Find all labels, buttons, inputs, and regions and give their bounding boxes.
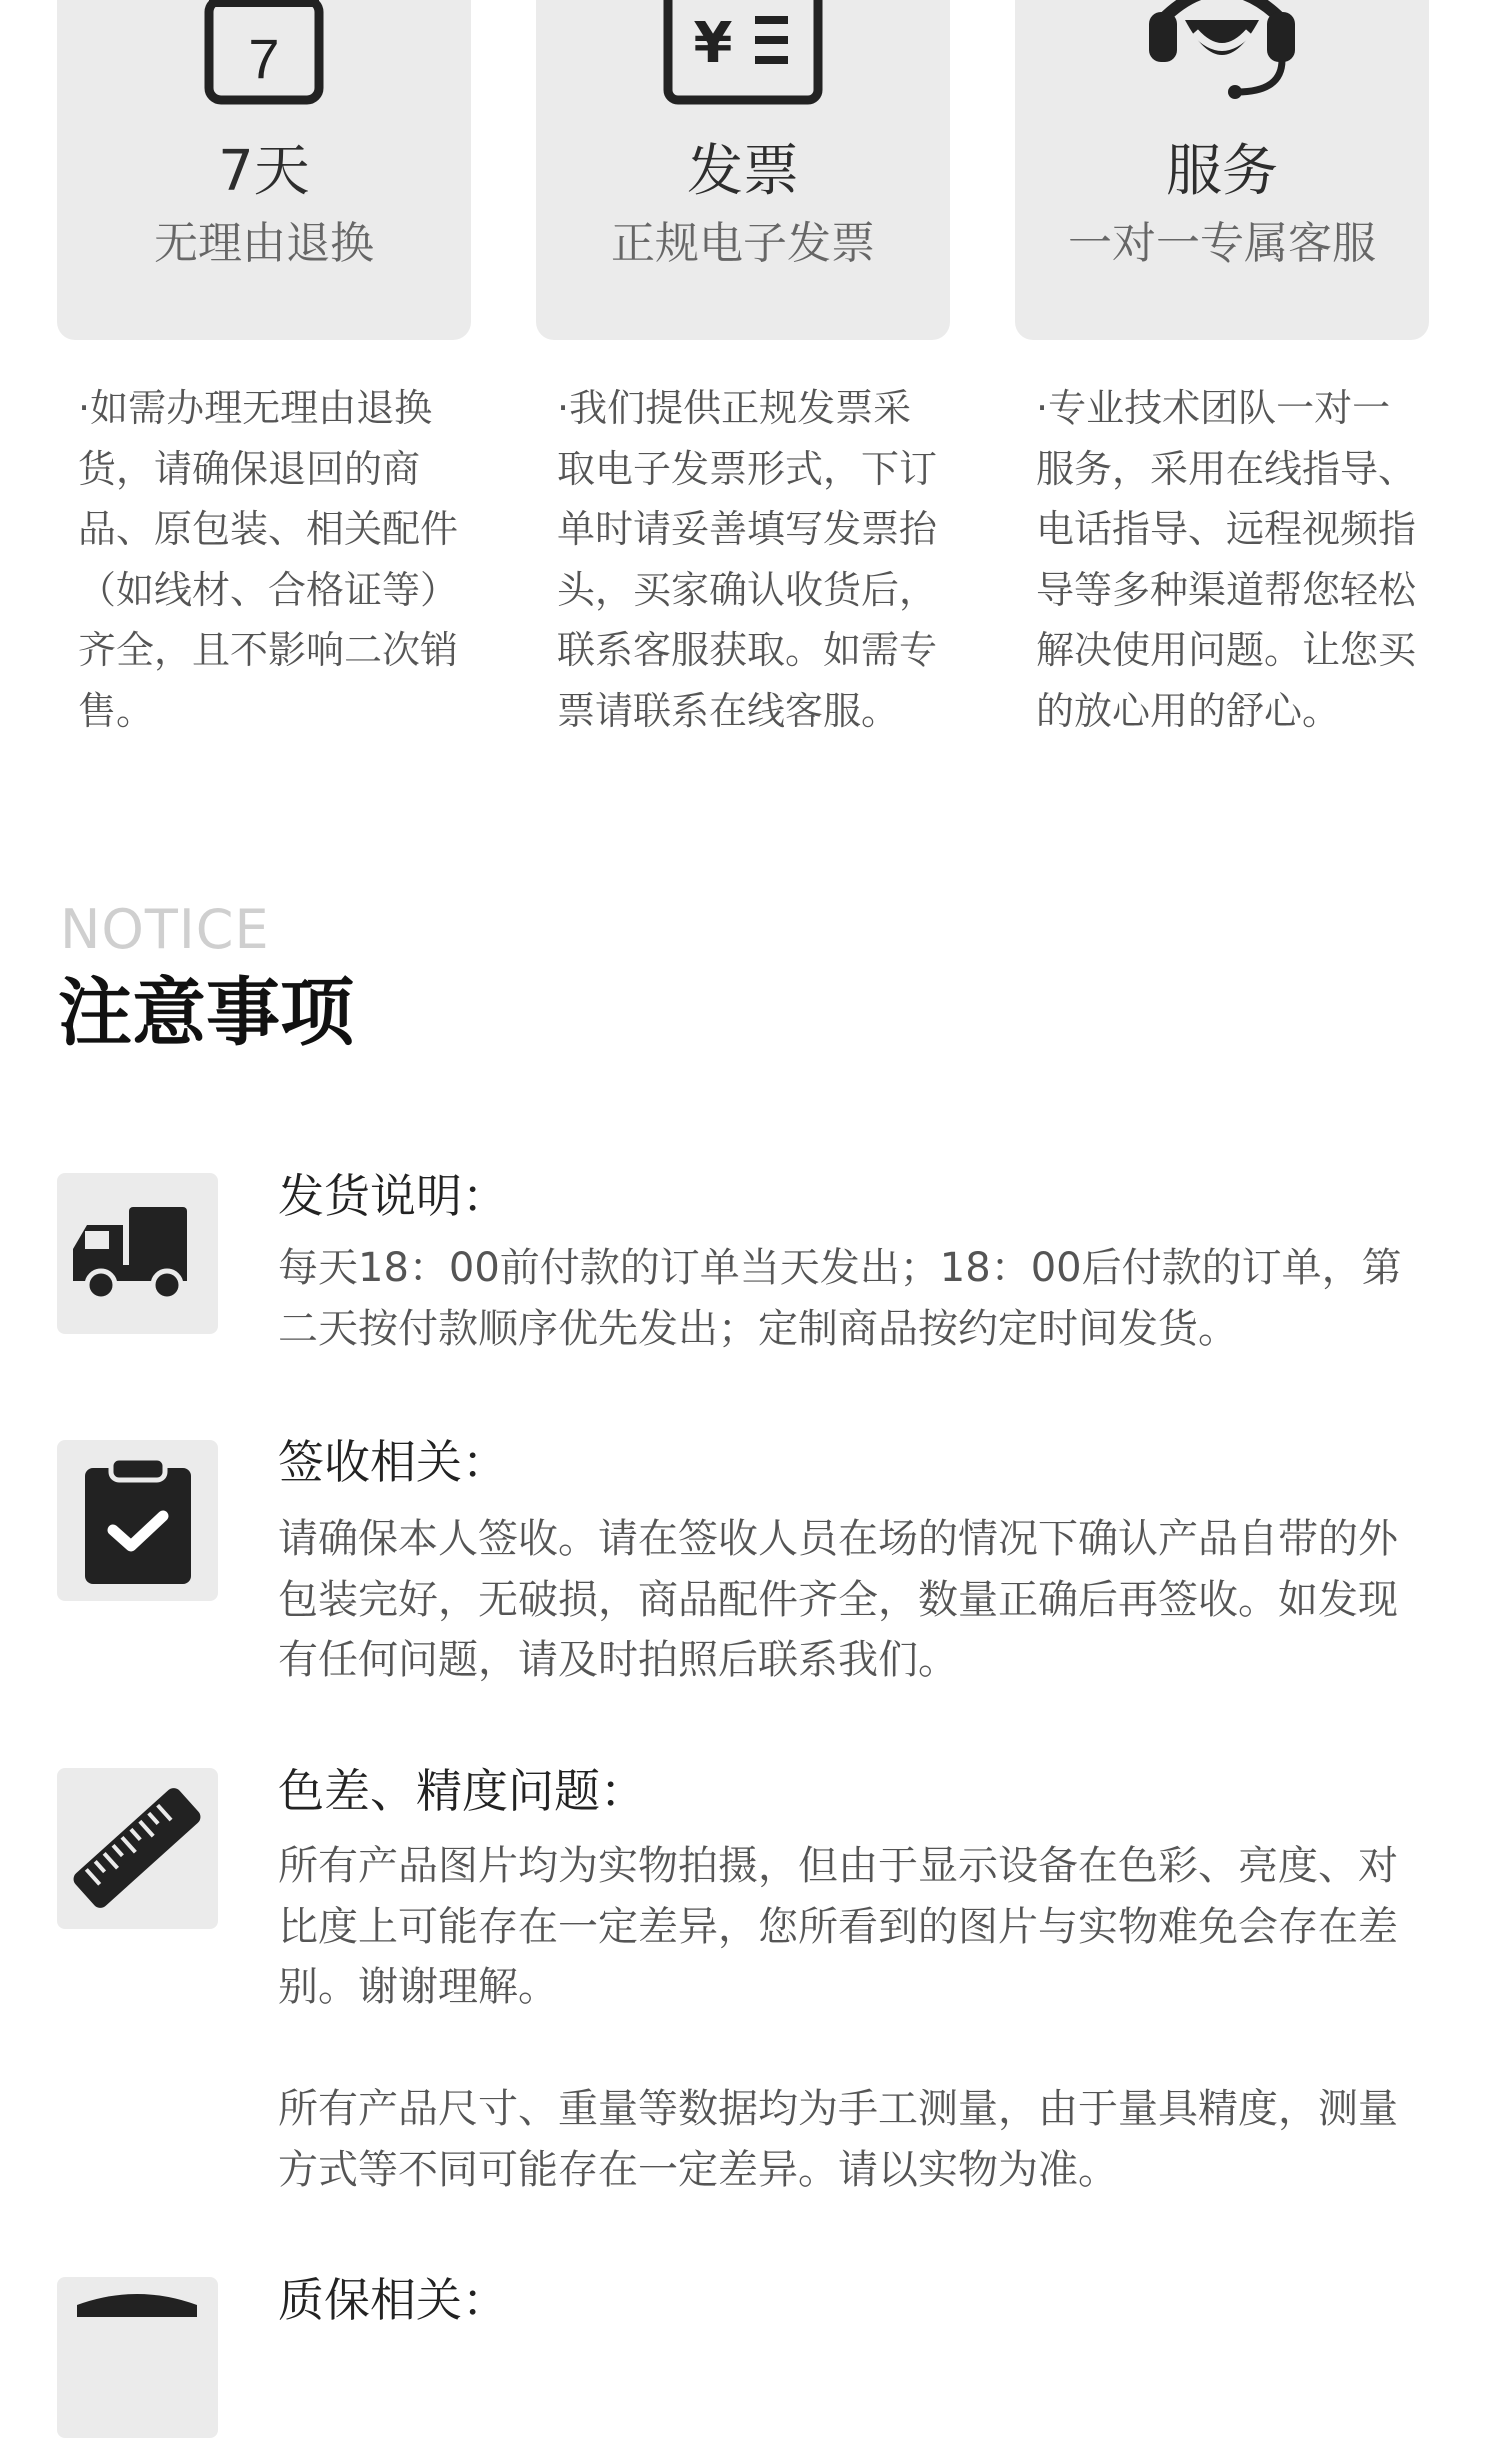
signoff-icon-tile xyxy=(57,1440,218,1601)
notice-item-title: 质保相关： xyxy=(278,2273,508,2327)
card-subtitle: 无理由退换 xyxy=(154,218,374,269)
card-return xyxy=(57,0,471,340)
truck-icon xyxy=(57,1173,218,1334)
svg-text:7: 7 xyxy=(248,27,280,90)
notice-item-body-extra: 所有产品尺寸、重量等数据均为手工测量，由于量具精度，测量方式等不同可能存在一定差异。请以实物为准。 xyxy=(278,2086,1398,2193)
shield-icon xyxy=(57,2277,218,2438)
card-description-return: ·如需办理无理由退换货，请确保退回的商品、原包装、相关配件（如线材、合格证等）齐全，且不影响二次销售。 xyxy=(78,386,459,733)
clipboard-check-icon xyxy=(57,1440,218,1601)
notice-item-body: 每天18：00前付款的订单当天发出；18：00后付款的订单，第二天按付款顺序优先发出；定制商品按约定时间发货。 xyxy=(278,1245,1402,1352)
notice-heading: 注意事项 xyxy=(58,970,354,1056)
warranty-icon-tile xyxy=(57,2277,218,2438)
card-title: 7天 xyxy=(218,139,310,204)
invoice-icon xyxy=(663,0,823,110)
svg-text:¥: ¥ xyxy=(693,11,733,76)
card-description-invoice: ·我们提供正规发票采取电子发票形式，下订单时请妥善填写发票抬头，买家确认收货后，联系客服获取。如需专票请联系在线客服。 xyxy=(557,386,938,733)
card-service xyxy=(1015,0,1429,340)
card-subtitle: 正规电子发票 xyxy=(611,218,875,269)
notice-item-body: 请确保本人签收。请在签收人员在场的情况下确认产品自带的外包装完好，无破损，商品配件齐全，数量正确后再签收。如发现有任何问题，请及时拍照后联系我们。 xyxy=(278,1516,1398,1683)
notice-heading-en: NOTICE xyxy=(60,898,270,961)
calendar-icon xyxy=(199,0,329,110)
shipping-icon-tile xyxy=(57,1173,218,1334)
headset-icon xyxy=(1137,0,1307,110)
precision-icon-tile xyxy=(57,1768,218,1929)
notice-item-title: 色差、精度问题： xyxy=(278,1764,646,1818)
notice-item-title: 签收相关： xyxy=(278,1435,508,1489)
notice-item-title: 发货说明： xyxy=(278,1169,508,1223)
ruler-icon xyxy=(57,1768,218,1929)
card-title: 服务 xyxy=(1166,139,1278,204)
card-subtitle: 一对一专属客服 xyxy=(1068,218,1376,269)
card-invoice xyxy=(536,0,950,340)
notice-item-body: 所有产品图片均为实物拍摄，但由于显示设备在色彩、亮度、对比度上可能存在一定差异，您所看到的图片与实物难免会存在差别。谢谢理解。 xyxy=(278,1843,1398,2010)
card-description-service: ·专业技术团队一对一服务，采用在线指导、电话指导、远程视频指导等多种渠道帮您轻松解决使用问题。让您买的放心用的舒心。 xyxy=(1036,386,1417,733)
card-title: 发票 xyxy=(687,139,799,204)
